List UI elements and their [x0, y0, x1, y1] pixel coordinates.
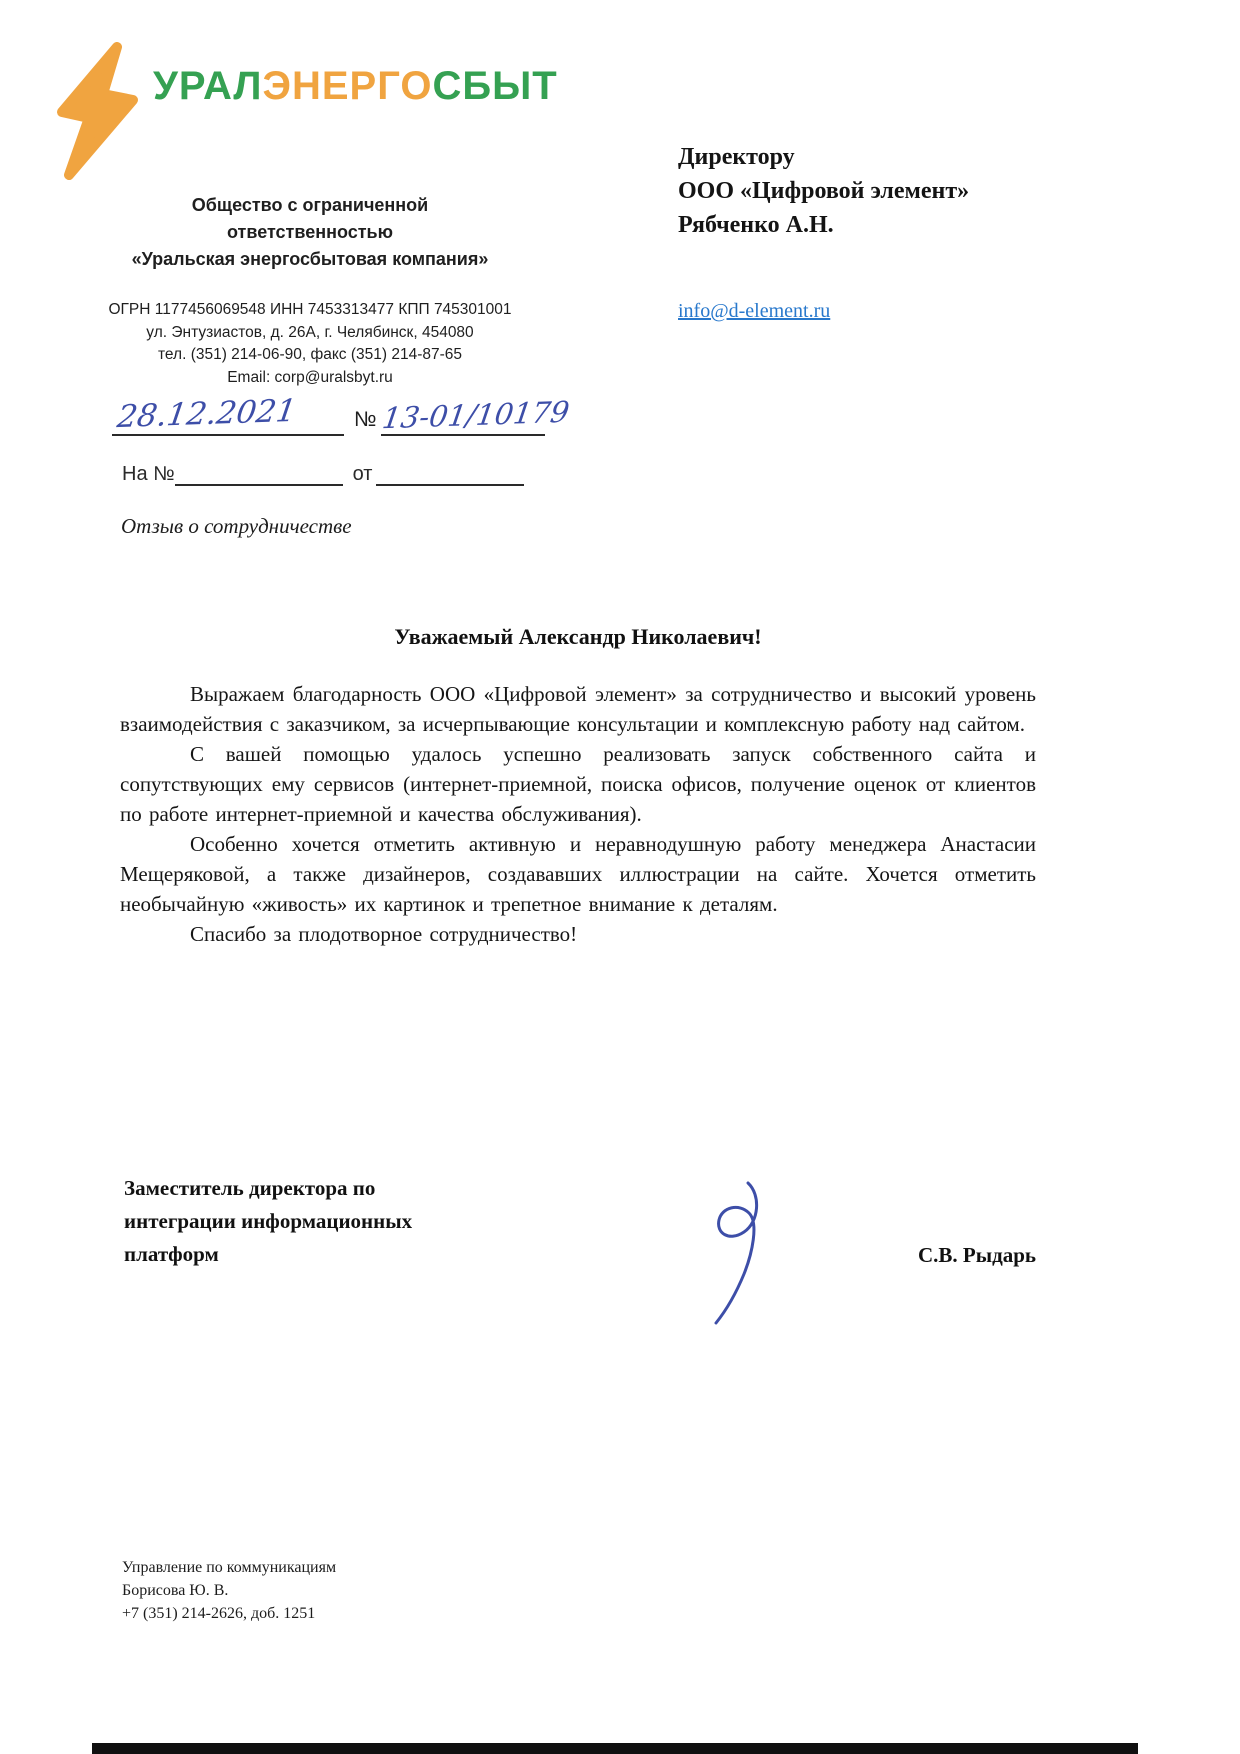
recipient-block [678, 140, 969, 242]
sender-address-line: ул. Энтузиастов, д. 26А, г. Челябинск, 454080 [146, 323, 474, 341]
footer-department: Управление по коммуникациям [122, 1559, 337, 1576]
footer-contact-block [122, 1556, 336, 1625]
sender-email-line: Email: corp@uralsbyt.ru [227, 368, 393, 386]
logo-part-energo: ЭНЕРГО [262, 64, 433, 108]
body-paragraph: Особенно хочется отметить активную и неравнодушную работу менеджера Анастасии Мещеряковой, а также дизайнеров, создававших иллюстрации на сайте. Хочется отметить необычайную «живость» их картинок и трепетное внимание к деталям. [120, 832, 1036, 916]
incoming-ref-row [122, 460, 524, 486]
logo-part-ural: УРАЛ [153, 64, 263, 108]
logo-wordmark [153, 64, 558, 109]
signer-title-line2: интеграции информационных [124, 1209, 413, 1233]
body-paragraph: С вашей помощью удалось успешно реализовать запуск собственного сайта и сопутствующих ему сервисов (интернет-приемной, поиска офисов, получение оценок от клиентов по работе интернет-приемной и качества обслуживания). [120, 742, 1036, 826]
recipient-title: Директору [678, 144, 795, 170]
body-paragraph: Спасибо за плодотворное сотрудничество! [190, 922, 578, 946]
sender-ogrn-line: ОГРН 1177456069548 ИНН 7453313477 КПП 745301001 [108, 301, 512, 318]
lightning-bolt-icon [55, 42, 139, 182]
sender-phone-line: тел. (351) 214-06-90, факс (351) 214-87-65 [158, 346, 462, 363]
ref-from-label: от [352, 463, 373, 485]
number-sign-label: № [354, 408, 377, 431]
sender-name-line3: «Уральская энергосбытовая компания» [131, 249, 489, 269]
recipient-person: Рябченко А.Н. [678, 212, 834, 238]
signer-title [124, 1172, 464, 1271]
signer-name: С.В. Рыдарь [917, 1243, 1036, 1267]
scan-artifact-bar [92, 1743, 1138, 1754]
handwritten-number: 13-01/10179 [379, 394, 572, 436]
ref-number-blank [175, 460, 343, 486]
signature-scribble [703, 1176, 777, 1328]
footer-person: Борисова Ю. В. [122, 1582, 229, 1599]
signer-title-line1: Заместитель директора по [124, 1176, 376, 1200]
salutation: Уважаемый Александр Николаевич! [394, 624, 762, 649]
logo-part-sbyt: СБЫТ [432, 64, 558, 108]
recipient-company: ООО «Цифровой элемент» [678, 178, 970, 204]
outgoing-ref-row [112, 392, 572, 436]
ref-date-blank [376, 460, 524, 486]
subject-line: Отзыв о сотрудничестве [121, 514, 352, 538]
body-paragraph: Выражаем благодарность ООО «Цифровой элемент» за сотрудничество и высокий уровень взаимодействия с заказчиком, за исчерпывающие консультации и комплексную работу над сайтом. [120, 682, 1036, 736]
sender-name-line1: Общество с ограниченной [191, 195, 429, 215]
handwritten-date: 28.12.2021 [112, 396, 344, 436]
signer-title-line3: платформ [124, 1242, 219, 1266]
ref-label: На № [122, 463, 175, 485]
sender-block [95, 192, 525, 389]
footer-phone: +7 (351) 214-2626, доб. 1251 [122, 1605, 316, 1622]
recipient-email-link[interactable]: info@d-element.ru [678, 300, 831, 322]
letter-body [120, 679, 1036, 949]
sender-name-line2: ответственностью [227, 222, 393, 242]
